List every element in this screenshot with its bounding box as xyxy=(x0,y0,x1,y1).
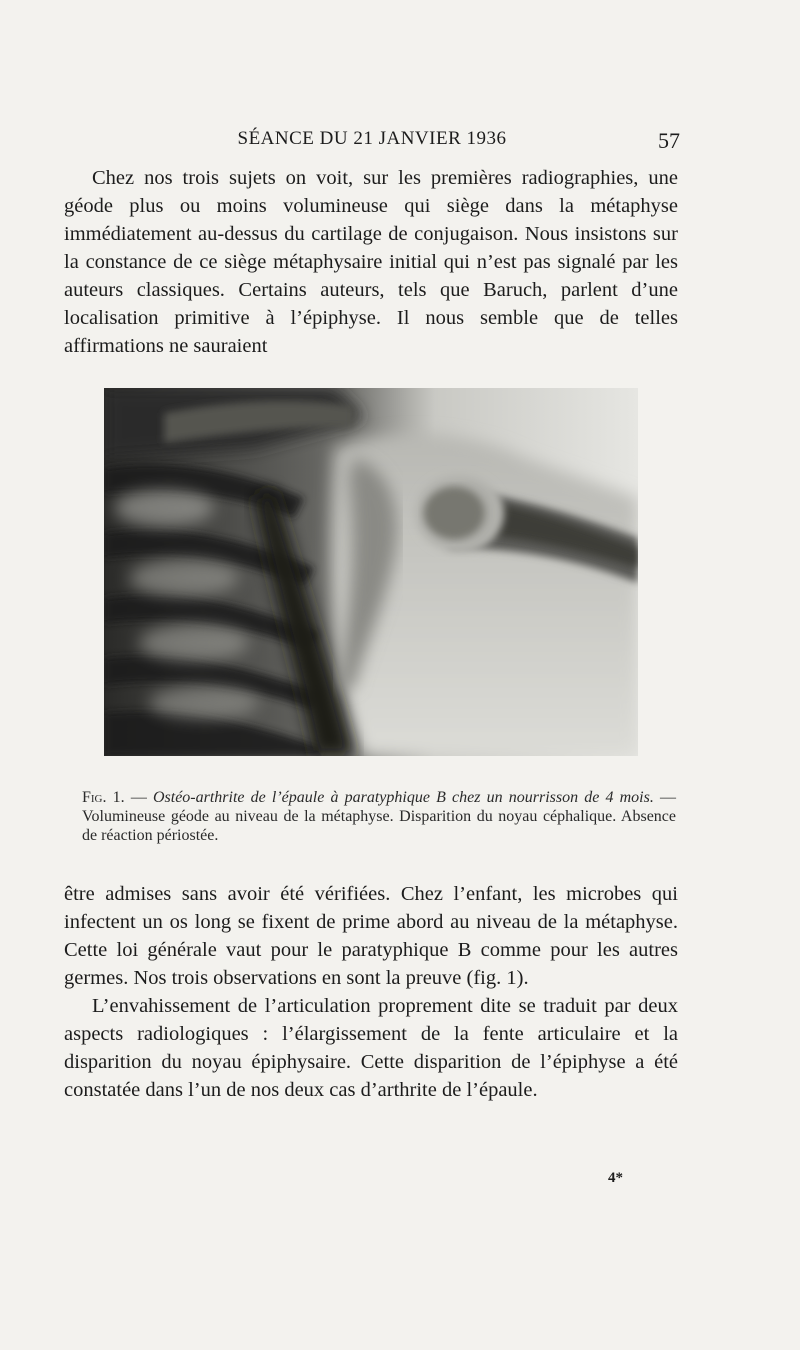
running-title: SÉANCE DU 21 JANVIER 1936 xyxy=(237,128,507,149)
caption-dash-1: — xyxy=(130,789,153,806)
running-header xyxy=(64,128,680,158)
body-text-top xyxy=(64,164,678,360)
paragraph-3: L’envahissement de l’articulation proprement dite se traduit par deux aspects radiologiques : l’élargissement de la fente articulaire et la disparition du noyau épiphysaire. Cette disparition de l’épiphyse a été constatée dans l’un de nos deux cas d’arthrite de l’épaule. xyxy=(64,995,678,1101)
paragraph-1: Chez nos trois sujets on voit, sur les premières radiographies, une géode plus ou moins volumineuse qui siège dans la métaphyse immédiatement au-dessus du cartilage de conjugaison. Nous insistons sur la constance de ce siège métaphysaire initial qui n’est pas signalé par les auteurs classiques. Certains auteurs, tels que Baruch, parlent d’une localisation primitive à l’épiphyse. Il nous semble que de telles affirmations ne sauraient xyxy=(64,167,678,357)
xray-image xyxy=(104,388,638,756)
caption-dash-2: — xyxy=(660,789,677,806)
figure-caption xyxy=(82,788,676,845)
signature-mark: 4* xyxy=(608,1170,623,1186)
xray-figure xyxy=(104,388,638,756)
page-number: 57 xyxy=(658,128,680,153)
caption-label: Fig. 1. xyxy=(82,789,125,806)
caption-description: Volumineuse géode au niveau de la métaphyse. Disparition du noyau céphalique. Absence de réaction périostée. xyxy=(82,808,676,844)
body-text-bottom xyxy=(64,880,678,1104)
caption-title: Ostéo-arthrite de l’épaule à paratyphique B chez un nourrisson de 4 mois. xyxy=(152,789,654,806)
paragraph-2: être admises sans avoir été vérifiées. Chez l’enfant, les microbes qui infectent un os long se fixent de prime abord au niveau de la métaphyse. Cette loi générale vaut pour le paratyphique B comme pour les autres germes. Nos trois observations en sont la preuve (fig. 1). xyxy=(64,883,678,989)
